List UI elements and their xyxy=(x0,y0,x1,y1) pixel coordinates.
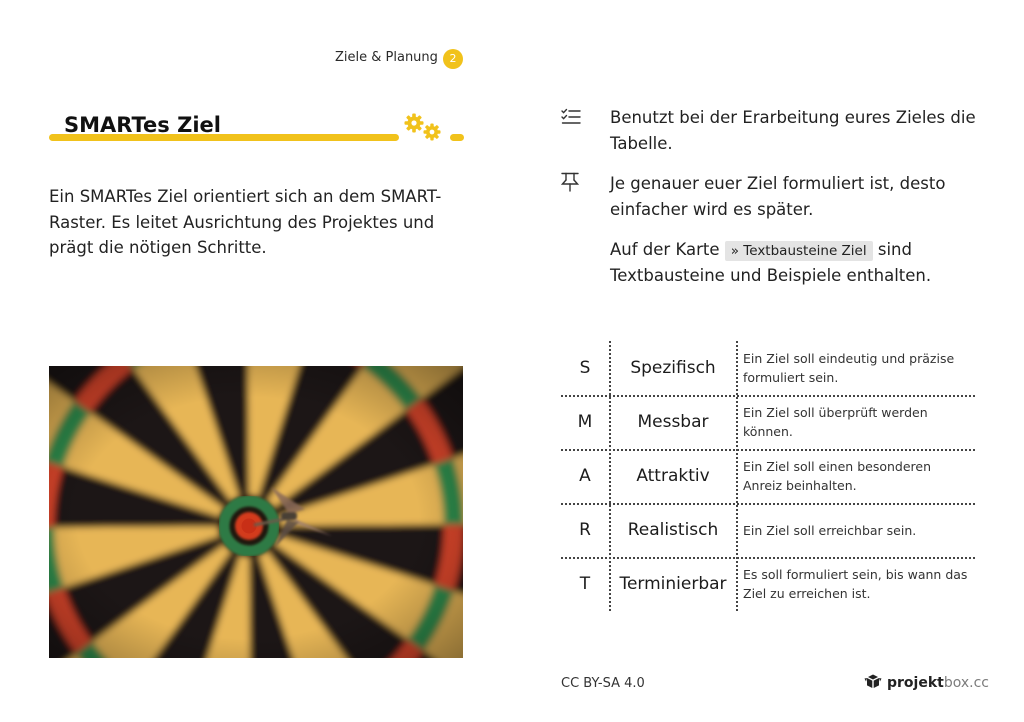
intro-text: Ein SMARTes Ziel orientiert sich an dem SMART-Raster. Es leitet Ausrichtung des Projektes und prägt die nötigen Schritte. xyxy=(49,187,442,257)
table-row xyxy=(561,341,975,397)
table-row xyxy=(561,449,975,505)
smart-letter: R xyxy=(579,520,591,540)
gears-icon xyxy=(402,111,446,145)
table-row xyxy=(561,503,975,559)
column-divider xyxy=(609,341,611,611)
smart-description: Ein Ziel soll erreichbar sein. xyxy=(743,522,917,538)
card-note xyxy=(610,237,980,288)
smart-description: Ein Ziel soll überprüft werden können. xyxy=(743,405,928,439)
box-logo-icon xyxy=(864,674,882,689)
section-label: Ziele & Planung xyxy=(335,50,438,65)
section-number-badge: 2 xyxy=(443,49,463,69)
card-note-after: sind Textbausteine und Beispiele enthalten. xyxy=(610,240,932,285)
instruction-text: Benutzt bei der Erarbeitung eures Zieles die Tabelle. xyxy=(610,108,976,153)
license-text: CC BY-SA 4.0 xyxy=(561,676,645,691)
smart-letter: T xyxy=(579,574,591,594)
card-reference-link[interactable]: » Textbausteine Ziel xyxy=(725,241,873,261)
brand-logo xyxy=(864,674,989,691)
dartboard-photo xyxy=(49,366,463,658)
card-note-before: Auf der Karte xyxy=(610,240,725,259)
smart-letter: A xyxy=(579,466,591,486)
smart-table xyxy=(561,341,975,611)
page-title: SMARTes Ziel xyxy=(64,113,221,137)
title-dash xyxy=(450,134,464,141)
smart-description: Ein Ziel soll einen besonderen Anreiz beinhalten. xyxy=(743,459,932,493)
checklist-icon xyxy=(561,108,581,126)
smart-criterion: Messbar xyxy=(637,412,709,432)
smart-criterion: Terminierbar xyxy=(619,574,727,594)
smart-criterion: Realistisch xyxy=(627,520,719,540)
smart-letter: M xyxy=(577,412,593,432)
smart-description: Ein Ziel soll eindeutig und präzise formuliert sein. xyxy=(743,351,955,385)
smart-criterion: Spezifisch xyxy=(630,358,716,378)
smart-criterion: Attraktiv xyxy=(636,466,710,486)
instruction-text: Je genauer euer Ziel formuliert ist, desto einfacher wird es später. xyxy=(610,174,946,219)
table-row xyxy=(561,557,975,611)
pin-icon xyxy=(561,172,579,192)
smart-description: Es soll formuliert sein, bis wann das Ziel zu erreichen ist. xyxy=(743,567,968,601)
column-divider xyxy=(736,341,738,611)
smart-letter: S xyxy=(579,358,591,378)
brand-name-bold: projekt xyxy=(887,675,944,691)
brand-name-light: box.cc xyxy=(943,675,989,691)
table-row xyxy=(561,395,975,451)
